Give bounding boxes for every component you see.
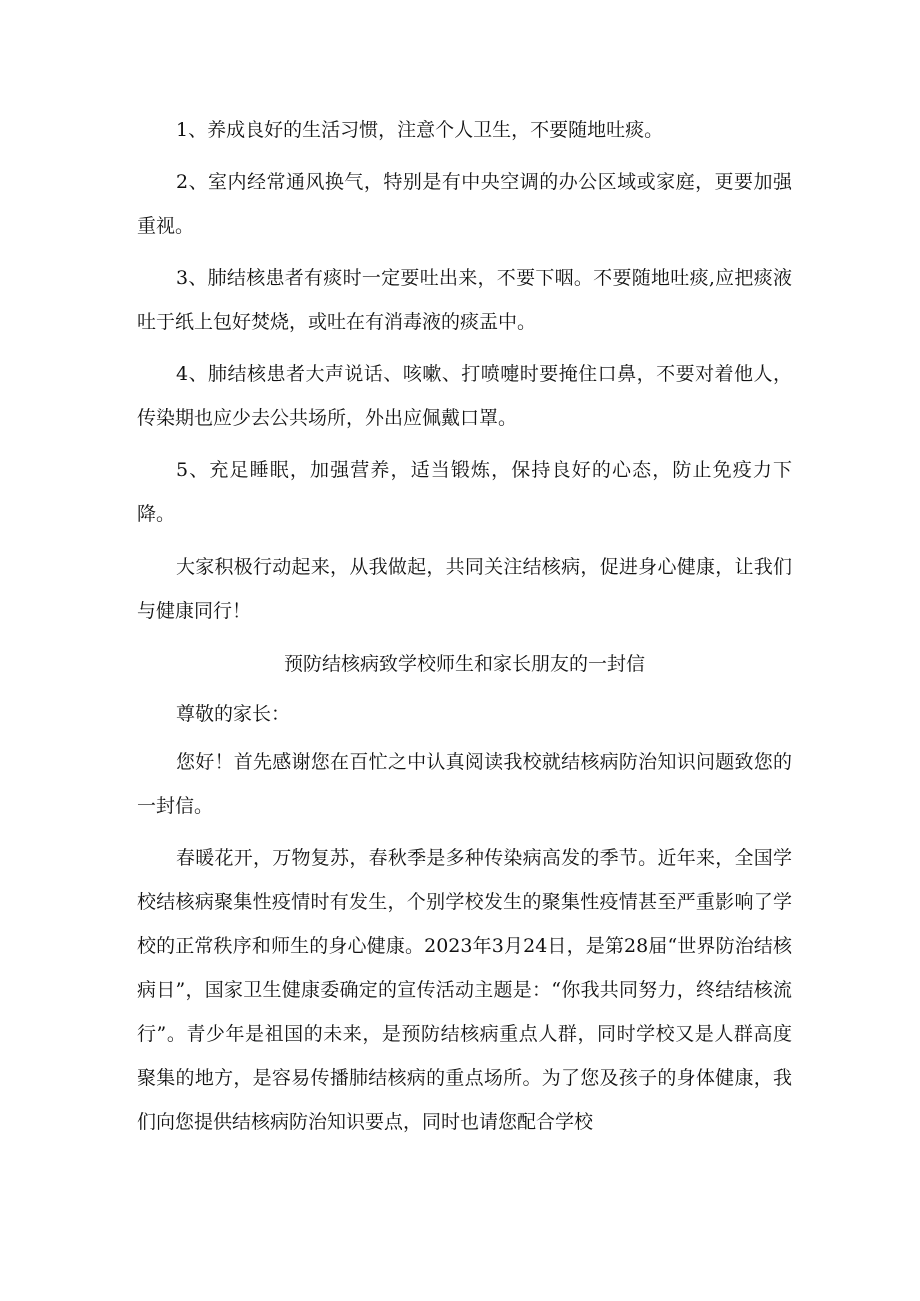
salutation: 尊敬的家长： bbox=[176, 703, 291, 725]
body-paragraph: 春暖花开，万物复苏，春秋季是多种传染病高发的季节。近年来，全国学校结核病聚集性疫情时有发生，个别学校发生的聚集性疫情甚至严重影响了学校的正常秩序和师生的身心健康。2023年3月24日，是第28届“世界防治结核病日”，国家卫生健康委确定的宣传活动主题是：“你我共同努力，终结结核流行”。青少年是祖国的未来，是预防结核病重点人群，同时学校又是人群高度聚集的地方，是容易传播肺结核病的重点场所。为了您及孩子的身体健康，我们向您提供结核病防治知识要点，同时也请您配合学校 bbox=[137, 847, 792, 1133]
greeting-paragraph: 您好！首先感谢您在百忙之中认真阅读我校就结核病防治知识问题致您的一封信。 bbox=[137, 751, 792, 817]
tip-item-5: 5、充足睡眠，加强营养，适当锻炼，保持良好的心态，防止免疫力下降。 bbox=[137, 459, 792, 525]
tip-item-4: 4、肺结核患者大声说话、咳嗽、打喷嚏时要掩住口鼻，不要对着他人，传染期也应少去公共场所，外出应佩戴口罩。 bbox=[137, 363, 792, 429]
tip-item-1: 1、养成良好的生活习惯，注意个人卫生，不要随地吐痰。 bbox=[176, 119, 664, 141]
closing-paragraph: 大家积极行动起来，从我做起，共同关注结核病，促进身心健康，让我们与健康同行！ bbox=[137, 556, 792, 622]
tip-item-3: 3、肺结核患者有痰时一定要吐出来，不要下咽。不要随地吐痰,应把痰液吐于纸上包好焚烧，或吐在有消毒液的痰盂中。 bbox=[137, 267, 792, 333]
letter-title: 预防结核病致学校师生和家长朋友的一封信 bbox=[283, 653, 645, 675]
tip-item-2: 2、室内经常通风换气，特别是有中央空调的办公区域或家庭，更要加强重视。 bbox=[137, 171, 792, 237]
